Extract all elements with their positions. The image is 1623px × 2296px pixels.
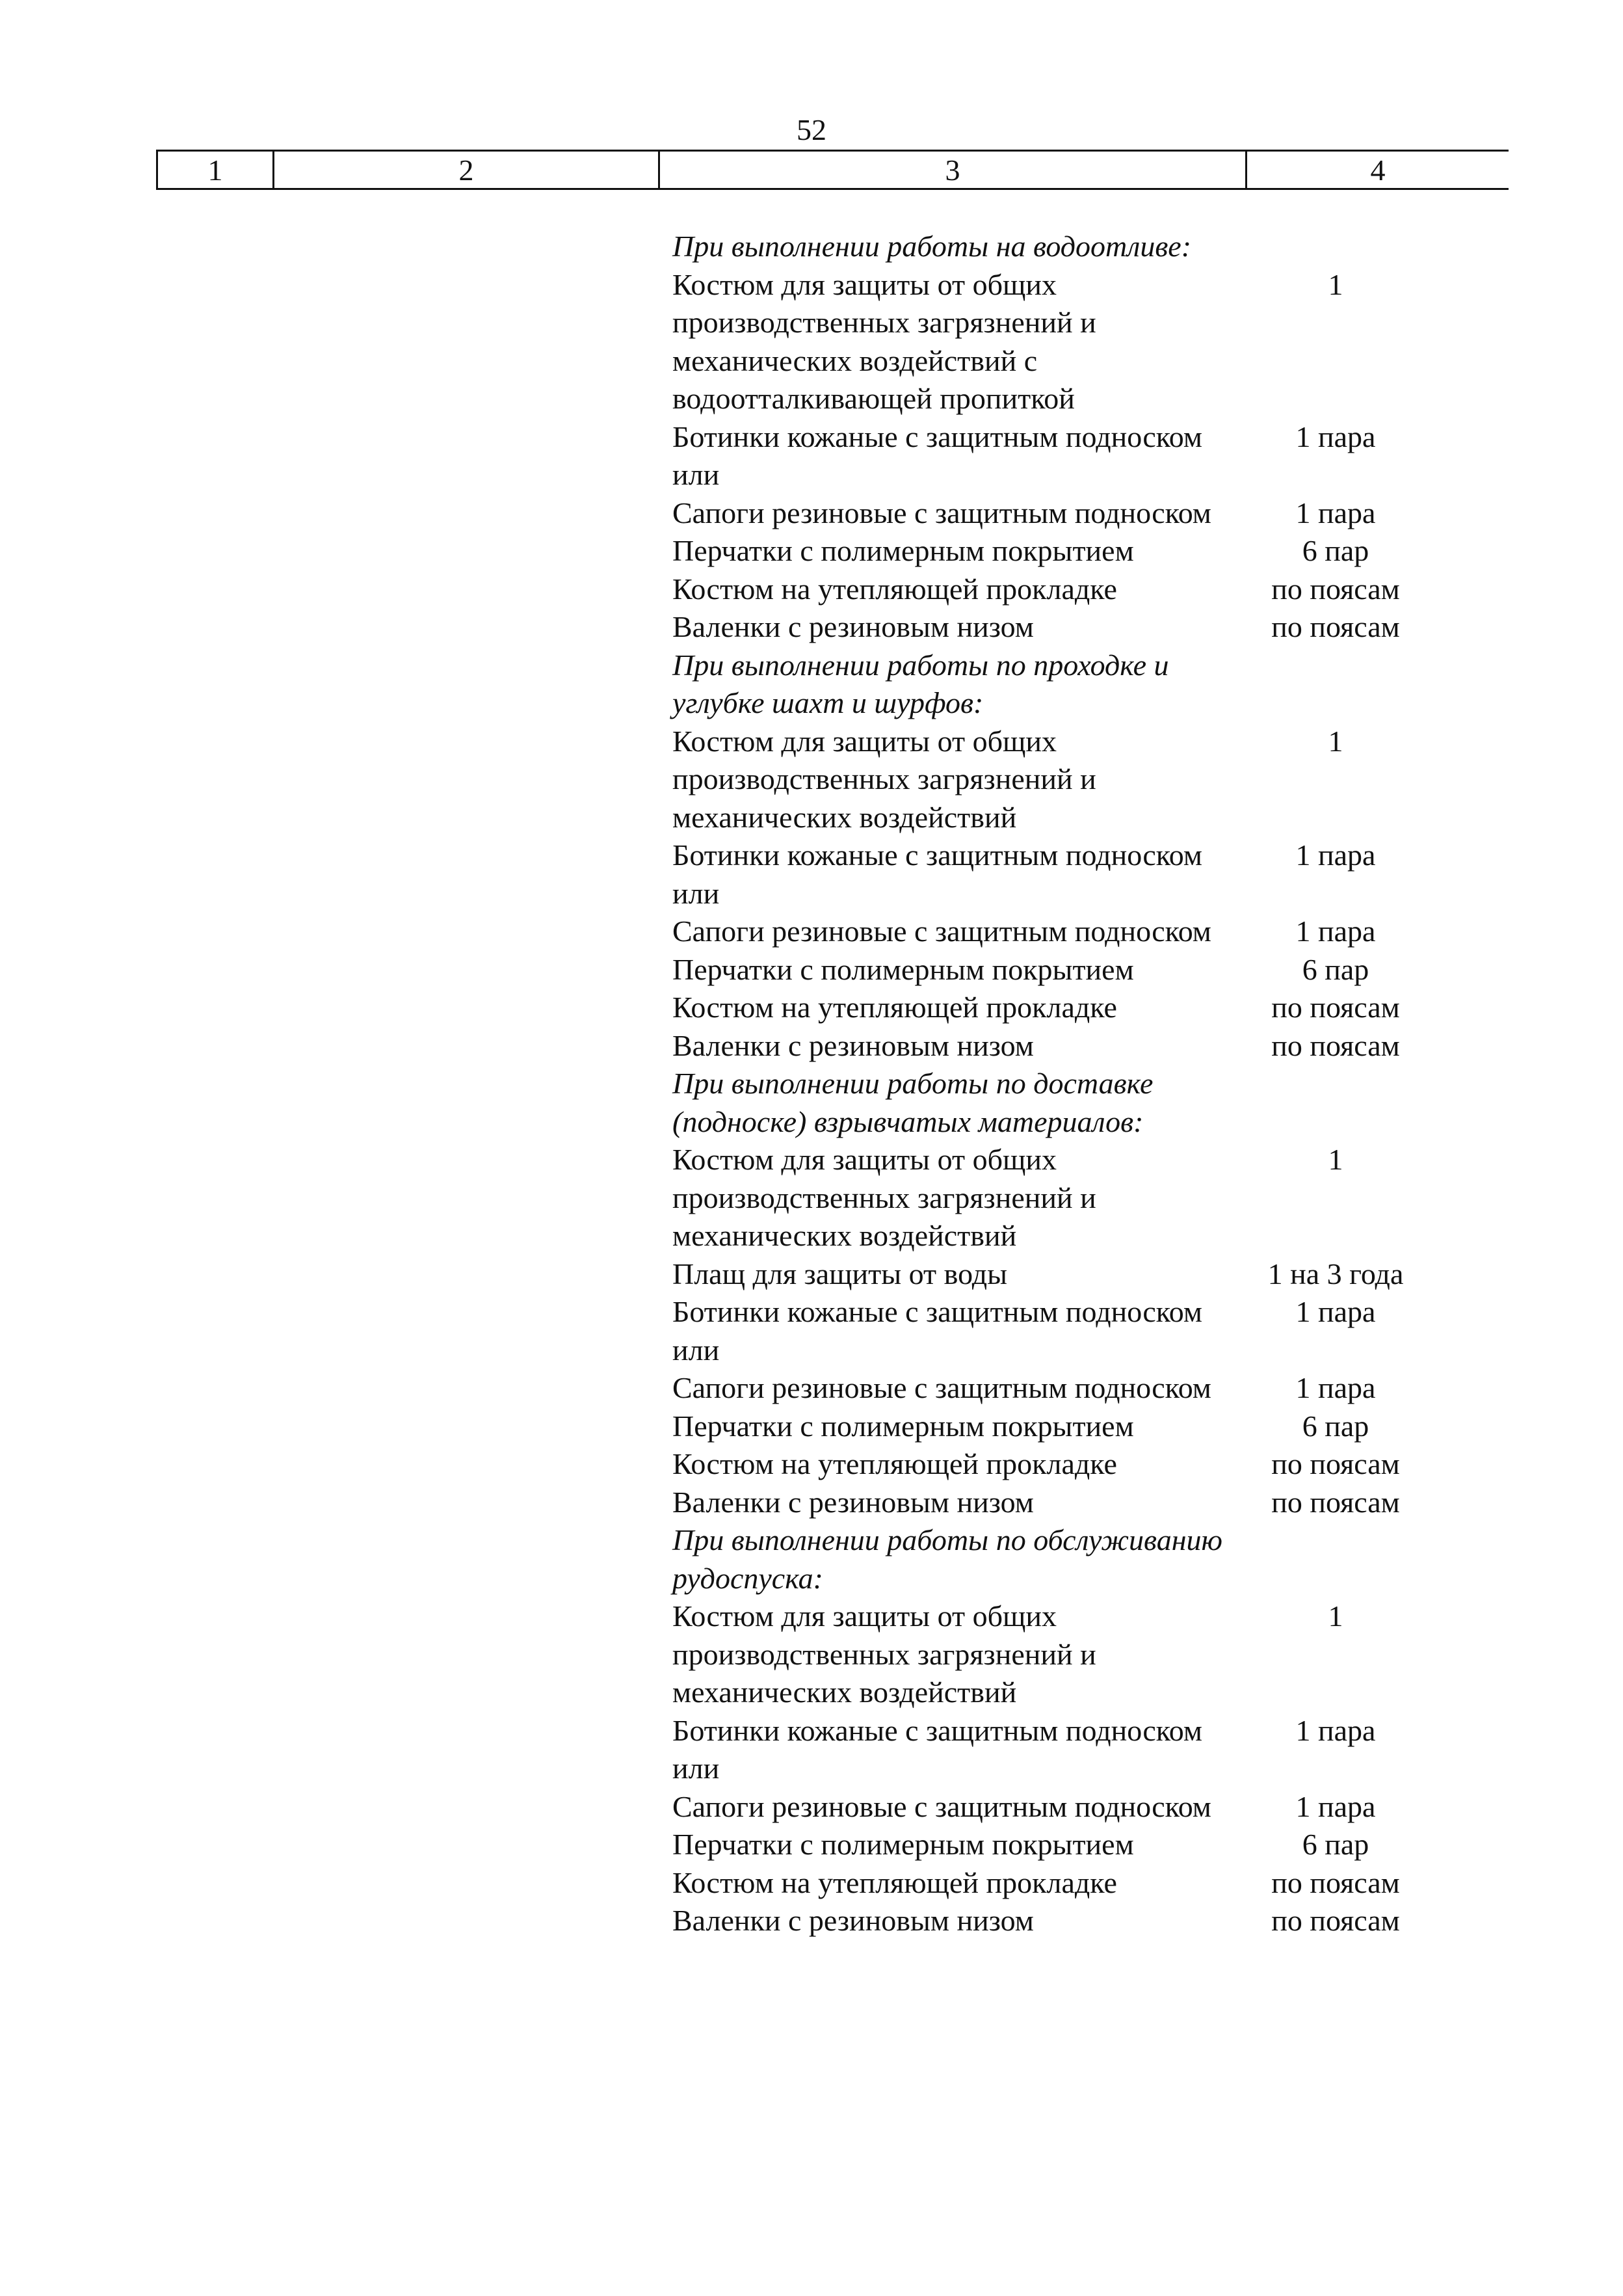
item-quantity: по поясам bbox=[1271, 1865, 1400, 1899]
item-quantity: по поясам bbox=[1271, 1447, 1400, 1480]
item-row bbox=[0, 913, 1623, 951]
item-name: Сапоги резиновые с защитным подноском bbox=[672, 914, 1211, 948]
header-col-1: 1 bbox=[207, 154, 223, 187]
item-row bbox=[0, 1369, 1623, 1408]
item-row bbox=[0, 723, 1623, 837]
item-row bbox=[0, 1864, 1623, 1902]
item-row bbox=[0, 1484, 1623, 1522]
item-row bbox=[0, 1597, 1623, 1712]
item-quantity: 1 bbox=[1328, 1143, 1343, 1176]
section-heading: При выполнении работы на водоотливе: bbox=[672, 230, 1192, 263]
section-heading: При выполнении работы по проходке и углубке шахт и шурфов: bbox=[672, 648, 1169, 719]
item-name: Валенки с резиновым низом bbox=[672, 1485, 1034, 1519]
item-name: Костюм для защиты от общих производственных загрязнений и механических воздействий bbox=[672, 1143, 1096, 1252]
item-quantity: 1 bbox=[1328, 267, 1343, 301]
item-row bbox=[0, 570, 1623, 609]
item-quantity: 6 пар bbox=[1302, 534, 1369, 567]
item-quantity: по поясам bbox=[1271, 572, 1400, 606]
item-quantity: 1 пара bbox=[1295, 1295, 1376, 1328]
header-col-3: 3 bbox=[945, 154, 960, 187]
section-heading-row bbox=[0, 228, 1623, 266]
item-name: Сапоги резиновые с защитным подноском bbox=[672, 1789, 1211, 1823]
item-name: Костюм на утепляющей прокладке bbox=[672, 991, 1117, 1024]
item-quantity: 1 пара bbox=[1295, 1371, 1376, 1404]
item-quantity: по поясам bbox=[1271, 991, 1400, 1024]
table-header bbox=[156, 150, 1509, 190]
item-row bbox=[0, 1293, 1623, 1369]
item-name: Ботинки кожаные с защитным подноском или bbox=[672, 420, 1203, 491]
item-row bbox=[0, 1255, 1623, 1294]
item-row bbox=[0, 1902, 1623, 1940]
item-name: Валенки с резиновым низом bbox=[672, 1904, 1034, 1937]
item-row bbox=[0, 1141, 1623, 1255]
item-name: Валенки с резиновым низом bbox=[672, 610, 1034, 643]
item-name: Костюм на утепляющей прокладке bbox=[672, 1447, 1117, 1480]
item-name: Валенки с резиновым низом bbox=[672, 1028, 1034, 1062]
item-row bbox=[0, 989, 1623, 1027]
section-heading: При выполнении работы по обслуживанию рудоспуска: bbox=[672, 1523, 1222, 1595]
item-row bbox=[0, 494, 1623, 533]
item-quantity: по поясам bbox=[1271, 1028, 1400, 1062]
item-name: Костюм для защиты от общих производственных загрязнений и механических воздействий bbox=[672, 1599, 1096, 1709]
item-row bbox=[0, 1445, 1623, 1484]
item-quantity: 1 пара bbox=[1295, 1789, 1376, 1823]
item-row bbox=[0, 1712, 1623, 1788]
item-quantity: по поясам bbox=[1271, 610, 1400, 643]
item-row bbox=[0, 951, 1623, 989]
item-row bbox=[0, 266, 1623, 418]
item-name: Ботинки кожаные с защитным подноском или bbox=[672, 1295, 1203, 1367]
section-heading-row bbox=[0, 1521, 1623, 1597]
item-name: Сапоги резиновые с защитным подноском bbox=[672, 496, 1211, 529]
item-quantity: 6 пар bbox=[1302, 952, 1369, 986]
item-name: Костюм на утепляющей прокладке bbox=[672, 1865, 1117, 1899]
item-quantity: по поясам bbox=[1271, 1485, 1400, 1519]
item-name: Перчатки с полимерным покрытием bbox=[672, 952, 1134, 986]
item-row bbox=[0, 1826, 1623, 1864]
item-quantity: 1 на 3 года bbox=[1267, 1257, 1404, 1290]
item-row bbox=[0, 1408, 1623, 1446]
item-name: Перчатки с полимерным покрытием bbox=[672, 1409, 1134, 1443]
header-col-2: 2 bbox=[458, 154, 474, 187]
section-heading-row bbox=[0, 1065, 1623, 1141]
document-body bbox=[0, 228, 1623, 1940]
item-quantity: 6 пар bbox=[1302, 1828, 1369, 1861]
section-heading: При выполнении работы по доставке (подноске) взрывчатых материалов: bbox=[672, 1067, 1154, 1138]
section-heading-row bbox=[0, 647, 1623, 723]
item-name: Ботинки кожаные с защитным подноском или bbox=[672, 838, 1203, 910]
item-quantity: 1 пара bbox=[1295, 914, 1376, 948]
page-number: 52 bbox=[797, 113, 826, 146]
item-name: Перчатки с полимерным покрытием bbox=[672, 534, 1134, 567]
item-quantity: 1 пара bbox=[1295, 420, 1376, 453]
item-name: Костюм для защиты от общих производственных загрязнений и механических воздействий с водоотталкивающей пропиткой bbox=[672, 267, 1096, 415]
header-col-4: 4 bbox=[1370, 154, 1386, 187]
item-row bbox=[0, 1788, 1623, 1826]
item-name: Костюм на утепляющей прокладке bbox=[672, 572, 1117, 606]
item-name: Сапоги резиновые с защитным подноском bbox=[672, 1371, 1211, 1404]
item-row bbox=[0, 418, 1623, 494]
item-name: Перчатки с полимерным покрытием bbox=[672, 1828, 1134, 1861]
item-quantity: 1 пара bbox=[1295, 1713, 1376, 1747]
item-row bbox=[0, 532, 1623, 570]
item-name: Плащ для защиты от воды bbox=[672, 1257, 1008, 1290]
item-name: Ботинки кожаные с защитным подноском или bbox=[672, 1713, 1203, 1785]
item-name: Костюм для защиты от общих производственных загрязнений и механических воздействий bbox=[672, 724, 1096, 834]
item-quantity: по поясам bbox=[1271, 1904, 1400, 1937]
item-quantity: 1 bbox=[1328, 1599, 1343, 1633]
item-row bbox=[0, 836, 1623, 913]
item-row bbox=[0, 1027, 1623, 1065]
item-quantity: 6 пар bbox=[1302, 1409, 1369, 1443]
item-quantity: 1 bbox=[1328, 724, 1343, 758]
item-quantity: 1 пара bbox=[1295, 496, 1376, 529]
item-quantity: 1 пара bbox=[1295, 838, 1376, 872]
item-row bbox=[0, 608, 1623, 647]
